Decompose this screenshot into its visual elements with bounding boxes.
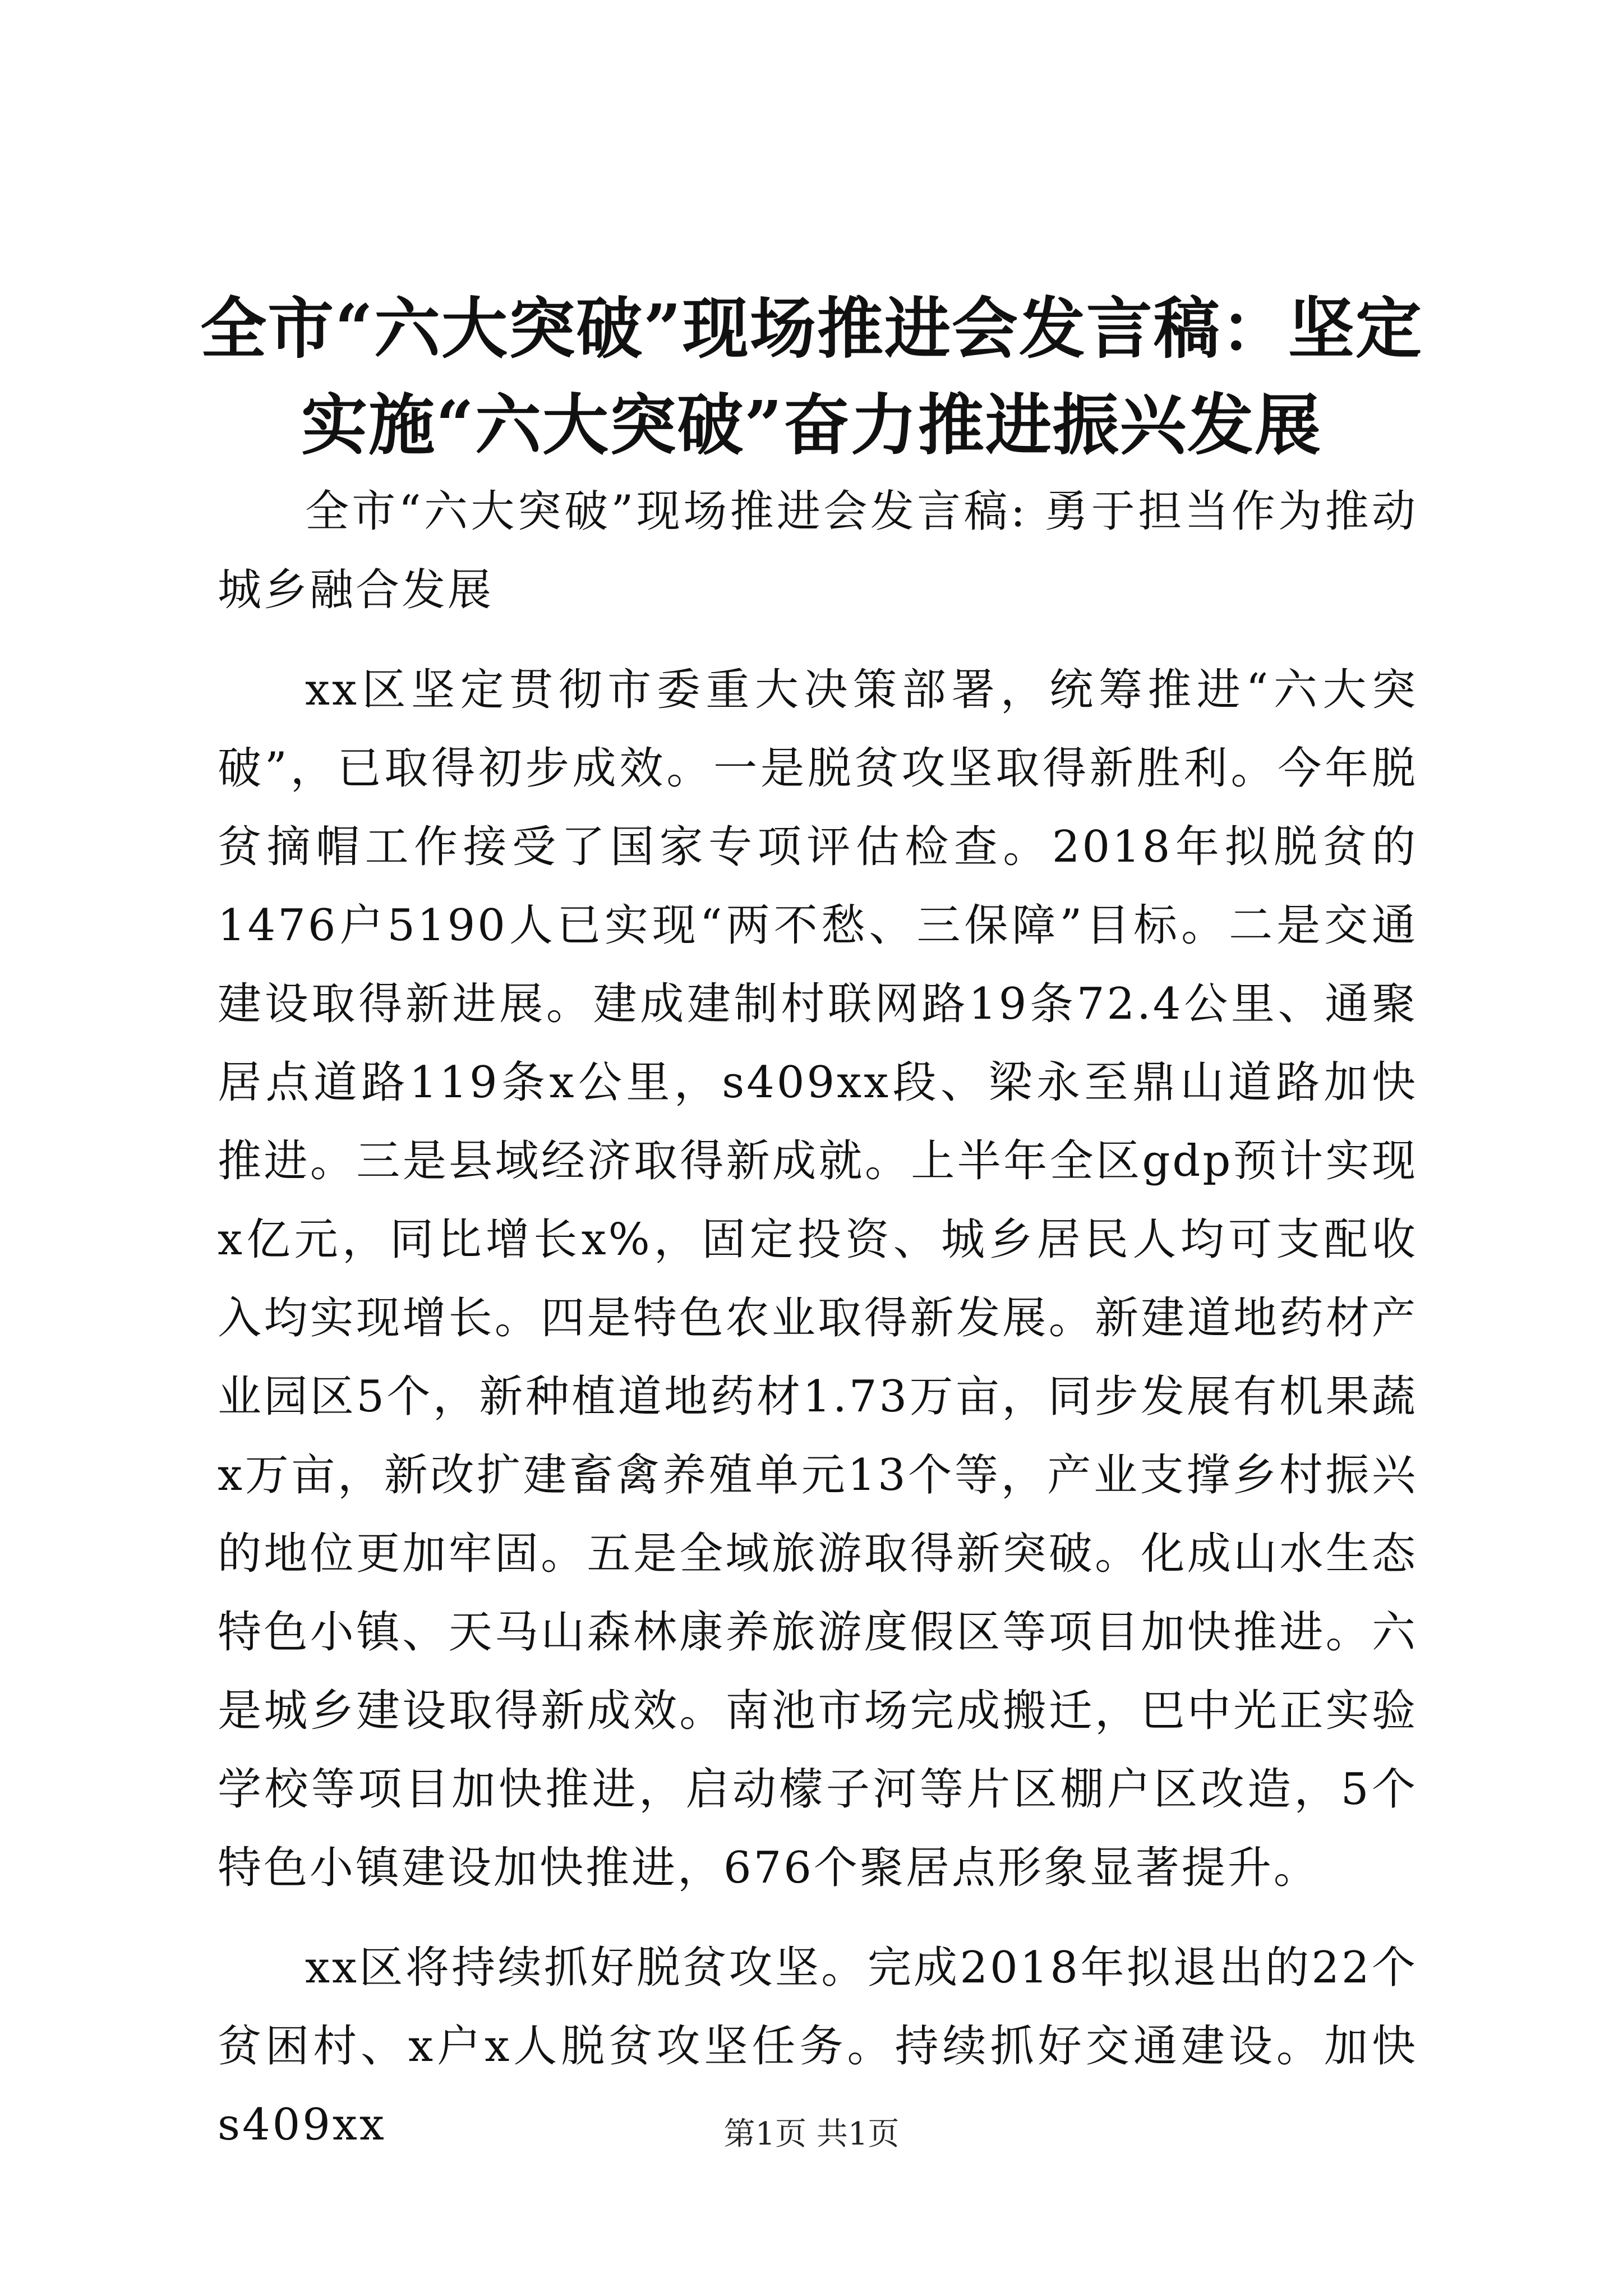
- page-footer: [0, 2112, 1623, 2157]
- page-number: 第1页 共1页: [723, 2116, 900, 2152]
- paragraph-plans: xx区将持续抓好脱贫攻坚。完成2018年拟退出的22个贫困村、x户x人脱贫攻坚任务。持续抓好交通建设。加快s409xx: [218, 1943, 1418, 2150]
- document-title: 全市“六大突破”现场推进会发言稿：坚定实施“六大突破”奋力推进振兴发展: [200, 289, 1423, 464]
- paragraph-achievements: xx区坚定贯彻市委重大决策部署，统筹推进“六大突破”，已取得初步成效。一是脱贫攻坚取得新胜利。今年脱贫摘帽工作接受了国家专项评估检查。2018年拟脱贫的1476户5190人已实现“两不愁、三保障”目标。二是交通建设取得新进展。建成建制村联网路19条72.4公里、通聚居点道路119条x公里，s409xx段、梁永至鼎山道路加快推进。三是县域经济取得新成就。上半年全区gdp预计实现x亿元，同比增长x%，固定投资、城乡居民人均可支配收入均实现增长。四是特色农业取得新发展。新建道地药材产业园区5个，新种植道地药材1.73万亩，同步发展有机果蔬x万亩，新改扩建畜禽养殖单元13个等，产业支撑乡村振兴的地位更加牢固。五是全域旅游取得新突破。化成山水生态特色小镇、天马山森林康养旅游度假区等项目加快推进。六是城乡建设取得新成效。南池市场完成搬迁，巴中光正实验学校等项目加快推进，启动檬子河等片区棚户区改造，5个特色小镇建设加快推进，676个聚居点形象显著提升。: [218, 665, 1418, 1893]
- paragraph-subtitle: 全市“六大突破”现场推进会发言稿: 勇于担当作为推动城乡融合发展: [218, 486, 1418, 615]
- document-body: [218, 472, 1418, 2185]
